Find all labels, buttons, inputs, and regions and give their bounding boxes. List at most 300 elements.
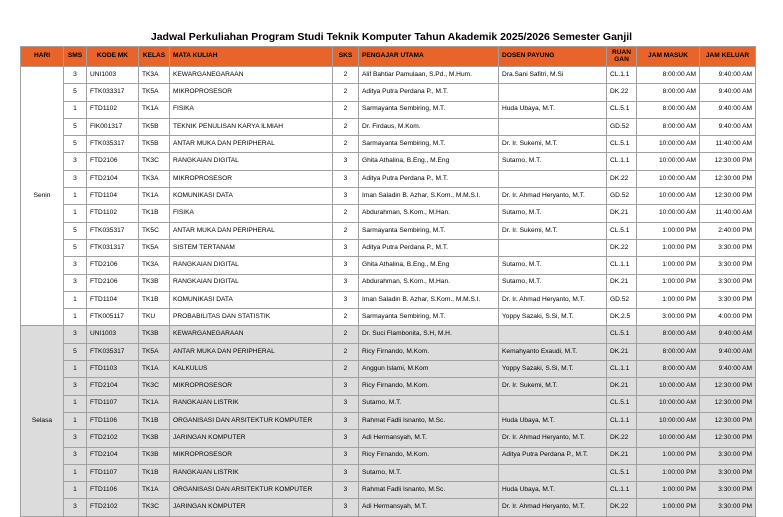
cell-kelas: TK3A [139,257,170,274]
cell-sks: 2 [333,361,359,378]
cell-pengajar: Ricy Firnando, M.Kom. [359,343,499,360]
cell-ruangan: DK.21 [607,274,637,291]
cell-sms: 1 [64,291,87,308]
cell-ruangan: DK.2.5 [607,309,637,326]
cell-sms: 3 [64,447,87,464]
cell-kelas: TK5B [139,136,170,153]
cell-sms: 3 [64,499,87,516]
cell-sms: 3 [64,430,87,447]
cell-jam-masuk: 8:00:00 AM [637,101,700,118]
table-row [21,309,756,326]
cell-mata-kuliah: RANGKAIAN DIGITAL [170,257,333,274]
cell-ruangan: CL.1.1 [607,67,637,84]
cell-sks: 3 [333,499,359,516]
day-group-senin [21,67,756,326]
cell-pengajar: Iman Saladin B. Azhar, S.Kom., M.M.S.I. [359,291,499,308]
cell-kode-mk: UNI1003 [87,326,139,343]
cell-sks: 2 [333,67,359,84]
cell-sms: 1 [64,309,87,326]
table-row [21,188,756,205]
cell-dosen-payung: Yoppy Sazaki, S.Si, M.T. [499,361,607,378]
cell-jam-masuk: 10:00:00 AM [637,378,700,395]
cell-dosen-payung [499,118,607,135]
cell-dosen-payung: Sutarno, M.T. [499,257,607,274]
cell-jam-keluar: 4:00:00 PM [700,309,756,326]
cell-jam-masuk: 10:00:00 AM [637,153,700,170]
cell-sms: 1 [64,188,87,205]
cell-kelas: TK3C [139,378,170,395]
cell-dosen-payung: Sutarno, M.T. [499,153,607,170]
cell-jam-keluar: 9:40:00 AM [700,361,756,378]
cell-jam-masuk: 10:00:00 AM [637,170,700,187]
cell-kode-mk: FTD2102 [87,430,139,447]
cell-mata-kuliah: ANTAR MUKA DAN PERIPHERAL [170,343,333,360]
cell-sms: 3 [64,274,87,291]
cell-jam-masuk: 1:00:00 PM [637,499,700,516]
cell-jam-keluar: 12:30:00 PM [700,188,756,205]
cell-sms: 5 [64,222,87,239]
cell-dosen-payung: Huda Ubaya, M.T. [499,412,607,429]
cell-dosen-payung: Dr. Ir. Ahmad Heryanto, M.T. [499,291,607,308]
cell-mata-kuliah: PROBABILITAS DAN STATISTIK [170,309,333,326]
cell-kelas: TK3B [139,430,170,447]
cell-pengajar: Anggun Islami, M.Kom [359,361,499,378]
cell-kode-mk: FIK001317 [87,118,139,135]
cell-dosen-payung: Huda Ubaya, M.T. [499,482,607,499]
cell-ruangan: DK.21 [607,447,637,464]
cell-dosen-payung: Dr. Ir. Ahmad Heryanto, M.T. [499,499,607,516]
cell-kelas: TK1B [139,205,170,222]
cell-kode-mk: FTD1102 [87,101,139,118]
cell-mata-kuliah: MIKROPROSESOR [170,170,333,187]
cell-ruangan: DK.22 [607,239,637,256]
cell-mata-kuliah: ANTAR MUKA DAN PERIPHERAL [170,136,333,153]
cell-sks: 3 [333,430,359,447]
cell-sms: 1 [64,395,87,412]
schedule-table [20,46,756,517]
cell-mata-kuliah: RANGKAIAN DIGITAL [170,153,333,170]
table-row [21,153,756,170]
cell-jam-keluar: 9:40:00 AM [700,343,756,360]
cell-dosen-payung: Dr. Ir. Sukemi, M.T. [499,136,607,153]
cell-sks: 2 [333,136,359,153]
cell-pengajar: Sarmayanta Sembiring, M.T. [359,222,499,239]
cell-jam-masuk: 10:00:00 AM [637,136,700,153]
cell-jam-masuk: 10:00:00 AM [637,395,700,412]
cell-ruangan: DK.22 [607,430,637,447]
cell-dosen-payung [499,464,607,481]
cell-sks: 2 [333,205,359,222]
table-row [21,447,756,464]
cell-mata-kuliah: KOMUNIKASI DATA [170,188,333,205]
cell-kelas: TK3A [139,170,170,187]
cell-dosen-payung [499,326,607,343]
table-row [21,378,756,395]
cell-ruangan: CL.1.1 [607,482,637,499]
cell-ruangan: DK.21 [607,343,637,360]
table-row [21,395,756,412]
table-row [21,482,756,499]
table-row [21,101,756,118]
cell-pengajar: Dr. Firdaus, M.Kom. [359,118,499,135]
cell-ruangan: CL.1.1 [607,412,637,429]
cell-dosen-payung: Dr. Ir. Sukemi, M.T. [499,222,607,239]
cell-jam-masuk: 10:00:00 AM [637,205,700,222]
header-kode-mk: KODE MK [87,47,139,67]
cell-kelas: TK3C [139,499,170,516]
table-row [21,464,756,481]
table-row [21,67,756,84]
cell-mata-kuliah: ORGANISASI DAN ARSITEKTUR KOMPUTER [170,482,333,499]
cell-sks: 3 [333,188,359,205]
cell-ruangan: DK.21 [607,378,637,395]
page-title: Jadwal Perkuliahan Program Studi Teknik Komputer Tahun Akademik 2025/2026 Semester Ganjil [150,31,633,43]
cell-kode-mk: FTK031317 [87,239,139,256]
table-row [21,274,756,291]
cell-sks: 3 [333,482,359,499]
cell-ruangan: GD.52 [607,188,637,205]
cell-kode-mk: FTD2106 [87,257,139,274]
cell-jam-keluar: 3:30:00 PM [700,239,756,256]
day-group-selasa [21,326,756,516]
table-row [21,499,756,516]
cell-ruangan: GD.52 [607,118,637,135]
cell-mata-kuliah: KEWARGANEGARAAN [170,67,333,84]
header-dosen-payung: DOSEN PAYUNG [499,47,607,67]
cell-sks: 2 [333,84,359,101]
cell-sks: 3 [333,395,359,412]
cell-jam-keluar: 12:30:00 PM [700,153,756,170]
cell-jam-masuk: 1:00:00 PM [637,464,700,481]
cell-ruangan: CL.1.1 [607,361,637,378]
cell-mata-kuliah: KALKULUS [170,361,333,378]
cell-sms: 3 [64,153,87,170]
cell-kelas: TK1A [139,101,170,118]
cell-sms: 1 [64,205,87,222]
table-row [21,170,756,187]
cell-jam-masuk: 10:00:00 AM [637,188,700,205]
cell-pengajar: Ricy Firnando, M.Kom. [359,447,499,464]
cell-jam-masuk: 1:00:00 PM [637,257,700,274]
cell-mata-kuliah: RANGKAIAN LISTRIK [170,464,333,481]
cell-kelas: TKU [139,309,170,326]
cell-jam-masuk: 8:00:00 AM [637,326,700,343]
cell-jam-keluar: 3:30:00 PM [700,447,756,464]
cell-sms: 5 [64,84,87,101]
header-sms: SMS [64,47,87,67]
cell-ruangan: GD.52 [607,291,637,308]
cell-jam-keluar: 12:30:00 PM [700,378,756,395]
cell-sks: 3 [333,153,359,170]
cell-dosen-payung: Aditya Putra Perdana P., M.T. [499,447,607,464]
cell-jam-masuk: 10:00:00 AM [637,412,700,429]
cell-sks: 3 [333,239,359,256]
cell-kode-mk: FTK035317 [87,136,139,153]
cell-dosen-payung: Huda Ubaya, M.T. [499,101,607,118]
cell-jam-keluar: 12:30:00 PM [700,412,756,429]
table-row [21,222,756,239]
cell-pengajar: Sarmayanta Sembiring, M.T. [359,136,499,153]
cell-ruangan: CL.5.1 [607,222,637,239]
cell-dosen-payung: Dr. Ir. Sukemi, M.T. [499,378,607,395]
cell-kode-mk: FTD1106 [87,412,139,429]
cell-pengajar: Aditya Putra Perdana P., M.T. [359,84,499,101]
cell-kelas: TK1B [139,464,170,481]
cell-ruangan: DK.22 [607,499,637,516]
cell-pengajar: Abdurahman, S.Kom., M.Han. [359,274,499,291]
cell-jam-keluar: 3:30:00 PM [700,274,756,291]
cell-kode-mk: FTK033317 [87,84,139,101]
cell-sks: 3 [333,170,359,187]
cell-jam-keluar: 3:30:00 PM [700,499,756,516]
cell-jam-keluar: 9:40:00 AM [700,67,756,84]
cell-jam-keluar: 9:40:00 AM [700,101,756,118]
cell-pengajar: Alif Bahtiar Pamulaan, S.Pd., M.Hum. [359,67,499,84]
cell-ruangan: CL.5.1 [607,136,637,153]
cell-sms: 3 [64,326,87,343]
cell-mata-kuliah: RANGKAIAN DIGITAL [170,274,333,291]
cell-kelas: TK1A [139,361,170,378]
cell-ruangan: CL.5.1 [607,464,637,481]
cell-pengajar: Ghita Athalina, B.Eng., M.Eng [359,153,499,170]
cell-sks: 2 [333,101,359,118]
cell-kode-mk: FTK035317 [87,222,139,239]
header-jam-masuk: JAM MASUK [637,47,700,67]
cell-ruangan: CL.5.1 [607,326,637,343]
cell-ruangan: CL.1.1 [607,257,637,274]
cell-pengajar: Iman Saladin B. Azhar, S.Kom., M.M.S.I. [359,188,499,205]
table-row [21,257,756,274]
cell-sks: 2 [333,118,359,135]
cell-mata-kuliah: RANGKAIAN LISTRIK [170,395,333,412]
cell-kelas: TK1B [139,291,170,308]
cell-sks: 3 [333,378,359,395]
cell-pengajar: Ricy Firnando, M.Kom. [359,378,499,395]
cell-jam-keluar: 3:30:00 PM [700,482,756,499]
cell-mata-kuliah: MIKROPROSESOR [170,84,333,101]
cell-jam-keluar: 9:40:00 AM [700,118,756,135]
cell-kode-mk: FTD1104 [87,291,139,308]
cell-mata-kuliah: TEKNIK PENULISAN KARYA ILMIAH [170,118,333,135]
cell-jam-masuk: 3:00:00 PM [637,309,700,326]
cell-dosen-payung: Dr. Ir. Ahmad Heryanto, M.T. [499,188,607,205]
table-row [21,361,756,378]
cell-sks: 3 [333,291,359,308]
cell-pengajar: Adi Hermansyah, M.T. [359,499,499,516]
cell-jam-keluar: 11:40:00 AM [700,136,756,153]
cell-hari: Selasa [21,326,64,516]
cell-dosen-payung: Sutarno, M.T. [499,274,607,291]
cell-kelas: TK3C [139,153,170,170]
cell-sms: 5 [64,118,87,135]
cell-hari: Senin [21,67,64,326]
cell-jam-masuk: 1:00:00 PM [637,274,700,291]
cell-mata-kuliah: JARINGAN KOMPUTER [170,430,333,447]
cell-kelas: TK1B [139,412,170,429]
cell-ruangan: CL.5.1 [607,395,637,412]
table-row [21,118,756,135]
table-row [21,84,756,101]
cell-sks: 2 [333,326,359,343]
cell-kode-mk: FTD2106 [87,153,139,170]
table-row [21,412,756,429]
header-jam-keluar: JAM KELUAR [700,47,756,67]
cell-mata-kuliah: JARINGAN KOMPUTER [170,499,333,516]
cell-sms: 1 [64,101,87,118]
cell-sms: 3 [64,378,87,395]
cell-ruangan: DK.21 [607,205,637,222]
cell-sks: 2 [333,222,359,239]
cell-kelas: TK1A [139,482,170,499]
cell-sks: 2 [333,309,359,326]
cell-dosen-payung: Dra.Sani Safitri, M.Si [499,67,607,84]
cell-sks: 2 [333,343,359,360]
cell-sms: 1 [64,412,87,429]
cell-kode-mk: FTD2104 [87,447,139,464]
table-row [21,205,756,222]
cell-jam-keluar: 9:40:00 AM [700,326,756,343]
cell-kode-mk: FTD1106 [87,482,139,499]
table-row [21,291,756,308]
cell-kode-mk: FTD1107 [87,395,139,412]
cell-kode-mk: FTK005117 [87,309,139,326]
header-pengajar: PENGAJAR UTAMA [359,47,499,67]
cell-sks: 3 [333,257,359,274]
cell-kelas: TK3A [139,67,170,84]
cell-mata-kuliah: ANTAR MUKA DAN PERIPHERAL [170,222,333,239]
cell-kode-mk: FTD1107 [87,464,139,481]
cell-dosen-payung [499,84,607,101]
header-hari: HARI [21,47,64,67]
cell-pengajar: Rahmat Fadli Isnanto, M.Sc. [359,482,499,499]
cell-kelas: TK3B [139,274,170,291]
cell-kode-mk: UNI1003 [87,67,139,84]
header-kelas: KELAS [139,47,170,67]
cell-pengajar: Sarmayanta Sembiring, M.T. [359,101,499,118]
cell-pengajar: Aditya Putra Perdana P., M.T. [359,170,499,187]
cell-pengajar: Aditya Putra Perdana P., M.T. [359,239,499,256]
cell-sks: 3 [333,412,359,429]
cell-jam-keluar: 11:40:00 AM [700,205,756,222]
cell-kode-mk: FTD1102 [87,205,139,222]
cell-sms: 3 [64,67,87,84]
cell-mata-kuliah: FISIKA [170,101,333,118]
table-row [21,430,756,447]
cell-ruangan: DK.22 [607,170,637,187]
cell-mata-kuliah: FISIKA [170,205,333,222]
cell-kode-mk: FTD2106 [87,274,139,291]
cell-pengajar: Ghita Athalina, B.Eng., M.Eng [359,257,499,274]
cell-kode-mk: FTK035317 [87,343,139,360]
cell-pengajar: Dr. Suci Flambonita, S.H, M.H. [359,326,499,343]
cell-sms: 1 [64,361,87,378]
cell-mata-kuliah: ORGANISASI DAN ARSITEKTUR KOMPUTER [170,412,333,429]
cell-mata-kuliah: KEWARGANEGARAAN [170,326,333,343]
cell-jam-masuk: 10:00:00 AM [637,430,700,447]
cell-mata-kuliah: MIKROPROSESOR [170,378,333,395]
cell-jam-masuk: 1:00:00 PM [637,482,700,499]
header-ruangan: RUAN GAN [607,47,637,67]
cell-pengajar: Sutarno, M.T. [359,464,499,481]
cell-jam-keluar: 12:30:00 PM [700,430,756,447]
cell-jam-keluar: 3:30:00 PM [700,291,756,308]
cell-jam-keluar: 9:40:00 AM [700,84,756,101]
cell-sms: 5 [64,343,87,360]
cell-jam-masuk: 1:00:00 PM [637,447,700,464]
cell-kode-mk: FTD1103 [87,361,139,378]
cell-ruangan: CL.5.1 [607,101,637,118]
cell-jam-masuk: 8:00:00 AM [637,84,700,101]
cell-jam-masuk: 8:00:00 AM [637,67,700,84]
cell-dosen-payung: Sutarno, M.T. [499,205,607,222]
cell-jam-keluar: 3:30:00 PM [700,464,756,481]
cell-sks: 3 [333,447,359,464]
cell-ruangan: CL.1.1 [607,153,637,170]
cell-dosen-payung: Yoppy Sazaki, S.Si, M.T. [499,309,607,326]
cell-sms: 1 [64,464,87,481]
cell-dosen-payung: Kemahyanto Exaudi, M.T. [499,343,607,360]
cell-kelas: TK3B [139,447,170,464]
cell-jam-masuk: 1:00:00 PM [637,239,700,256]
cell-kode-mk: FTD2104 [87,378,139,395]
cell-jam-keluar: 12:30:00 PM [700,395,756,412]
cell-sms: 3 [64,257,87,274]
cell-dosen-payung [499,239,607,256]
cell-ruangan: DK.22 [607,84,637,101]
table-row [21,326,756,343]
cell-jam-masuk: 8:00:00 AM [637,118,700,135]
cell-pengajar: Sarmayanta Sembiring, M.T. [359,309,499,326]
cell-kelas: TK5B [139,118,170,135]
cell-pengajar: Adi Hermansyah, M.T. [359,430,499,447]
cell-sms: 5 [64,136,87,153]
cell-kelas: TK3B [139,326,170,343]
cell-jam-masuk: 1:00:00 PM [637,222,700,239]
header-mata-kuliah: MATA KULIAH [170,47,333,67]
cell-dosen-payung [499,395,607,412]
cell-jam-keluar: 3:30:00 PM [700,257,756,274]
cell-kode-mk: FTD1104 [87,188,139,205]
cell-kelas: TK5C [139,222,170,239]
table-row [21,239,756,256]
cell-dosen-payung: Dr. Ir. Ahmad Heryanto, M.T. [499,430,607,447]
cell-kode-mk: FTD2104 [87,170,139,187]
cell-kelas: TK5A [139,239,170,256]
cell-jam-keluar: 12:30:00 PM [700,170,756,187]
cell-mata-kuliah: MIKROPROSESOR [170,447,333,464]
table-row [21,343,756,360]
cell-sms: 3 [64,170,87,187]
cell-sks: 3 [333,464,359,481]
cell-pengajar: Rahmat Fadli Isnanto, M.Sc. [359,412,499,429]
cell-sms: 1 [64,482,87,499]
cell-kelas: TK5A [139,343,170,360]
table-row [21,136,756,153]
cell-mata-kuliah: SISTEM TERTANAM [170,239,333,256]
cell-sms: 5 [64,239,87,256]
cell-jam-masuk: 1:00:00 PM [637,291,700,308]
cell-pengajar: Abdurahman, S.Kom., M.Han. [359,205,499,222]
cell-kelas: TK5A [139,84,170,101]
cell-jam-masuk: 8:00:00 AM [637,343,700,360]
cell-mata-kuliah: KOMUNIKASI DATA [170,291,333,308]
cell-kode-mk: FTD2102 [87,499,139,516]
cell-dosen-payung [499,170,607,187]
cell-jam-keluar: 2:40:00 PM [700,222,756,239]
header-sks: SKS [333,47,359,67]
cell-pengajar: Sutarno, M.T. [359,395,499,412]
cell-kelas: TK1A [139,188,170,205]
